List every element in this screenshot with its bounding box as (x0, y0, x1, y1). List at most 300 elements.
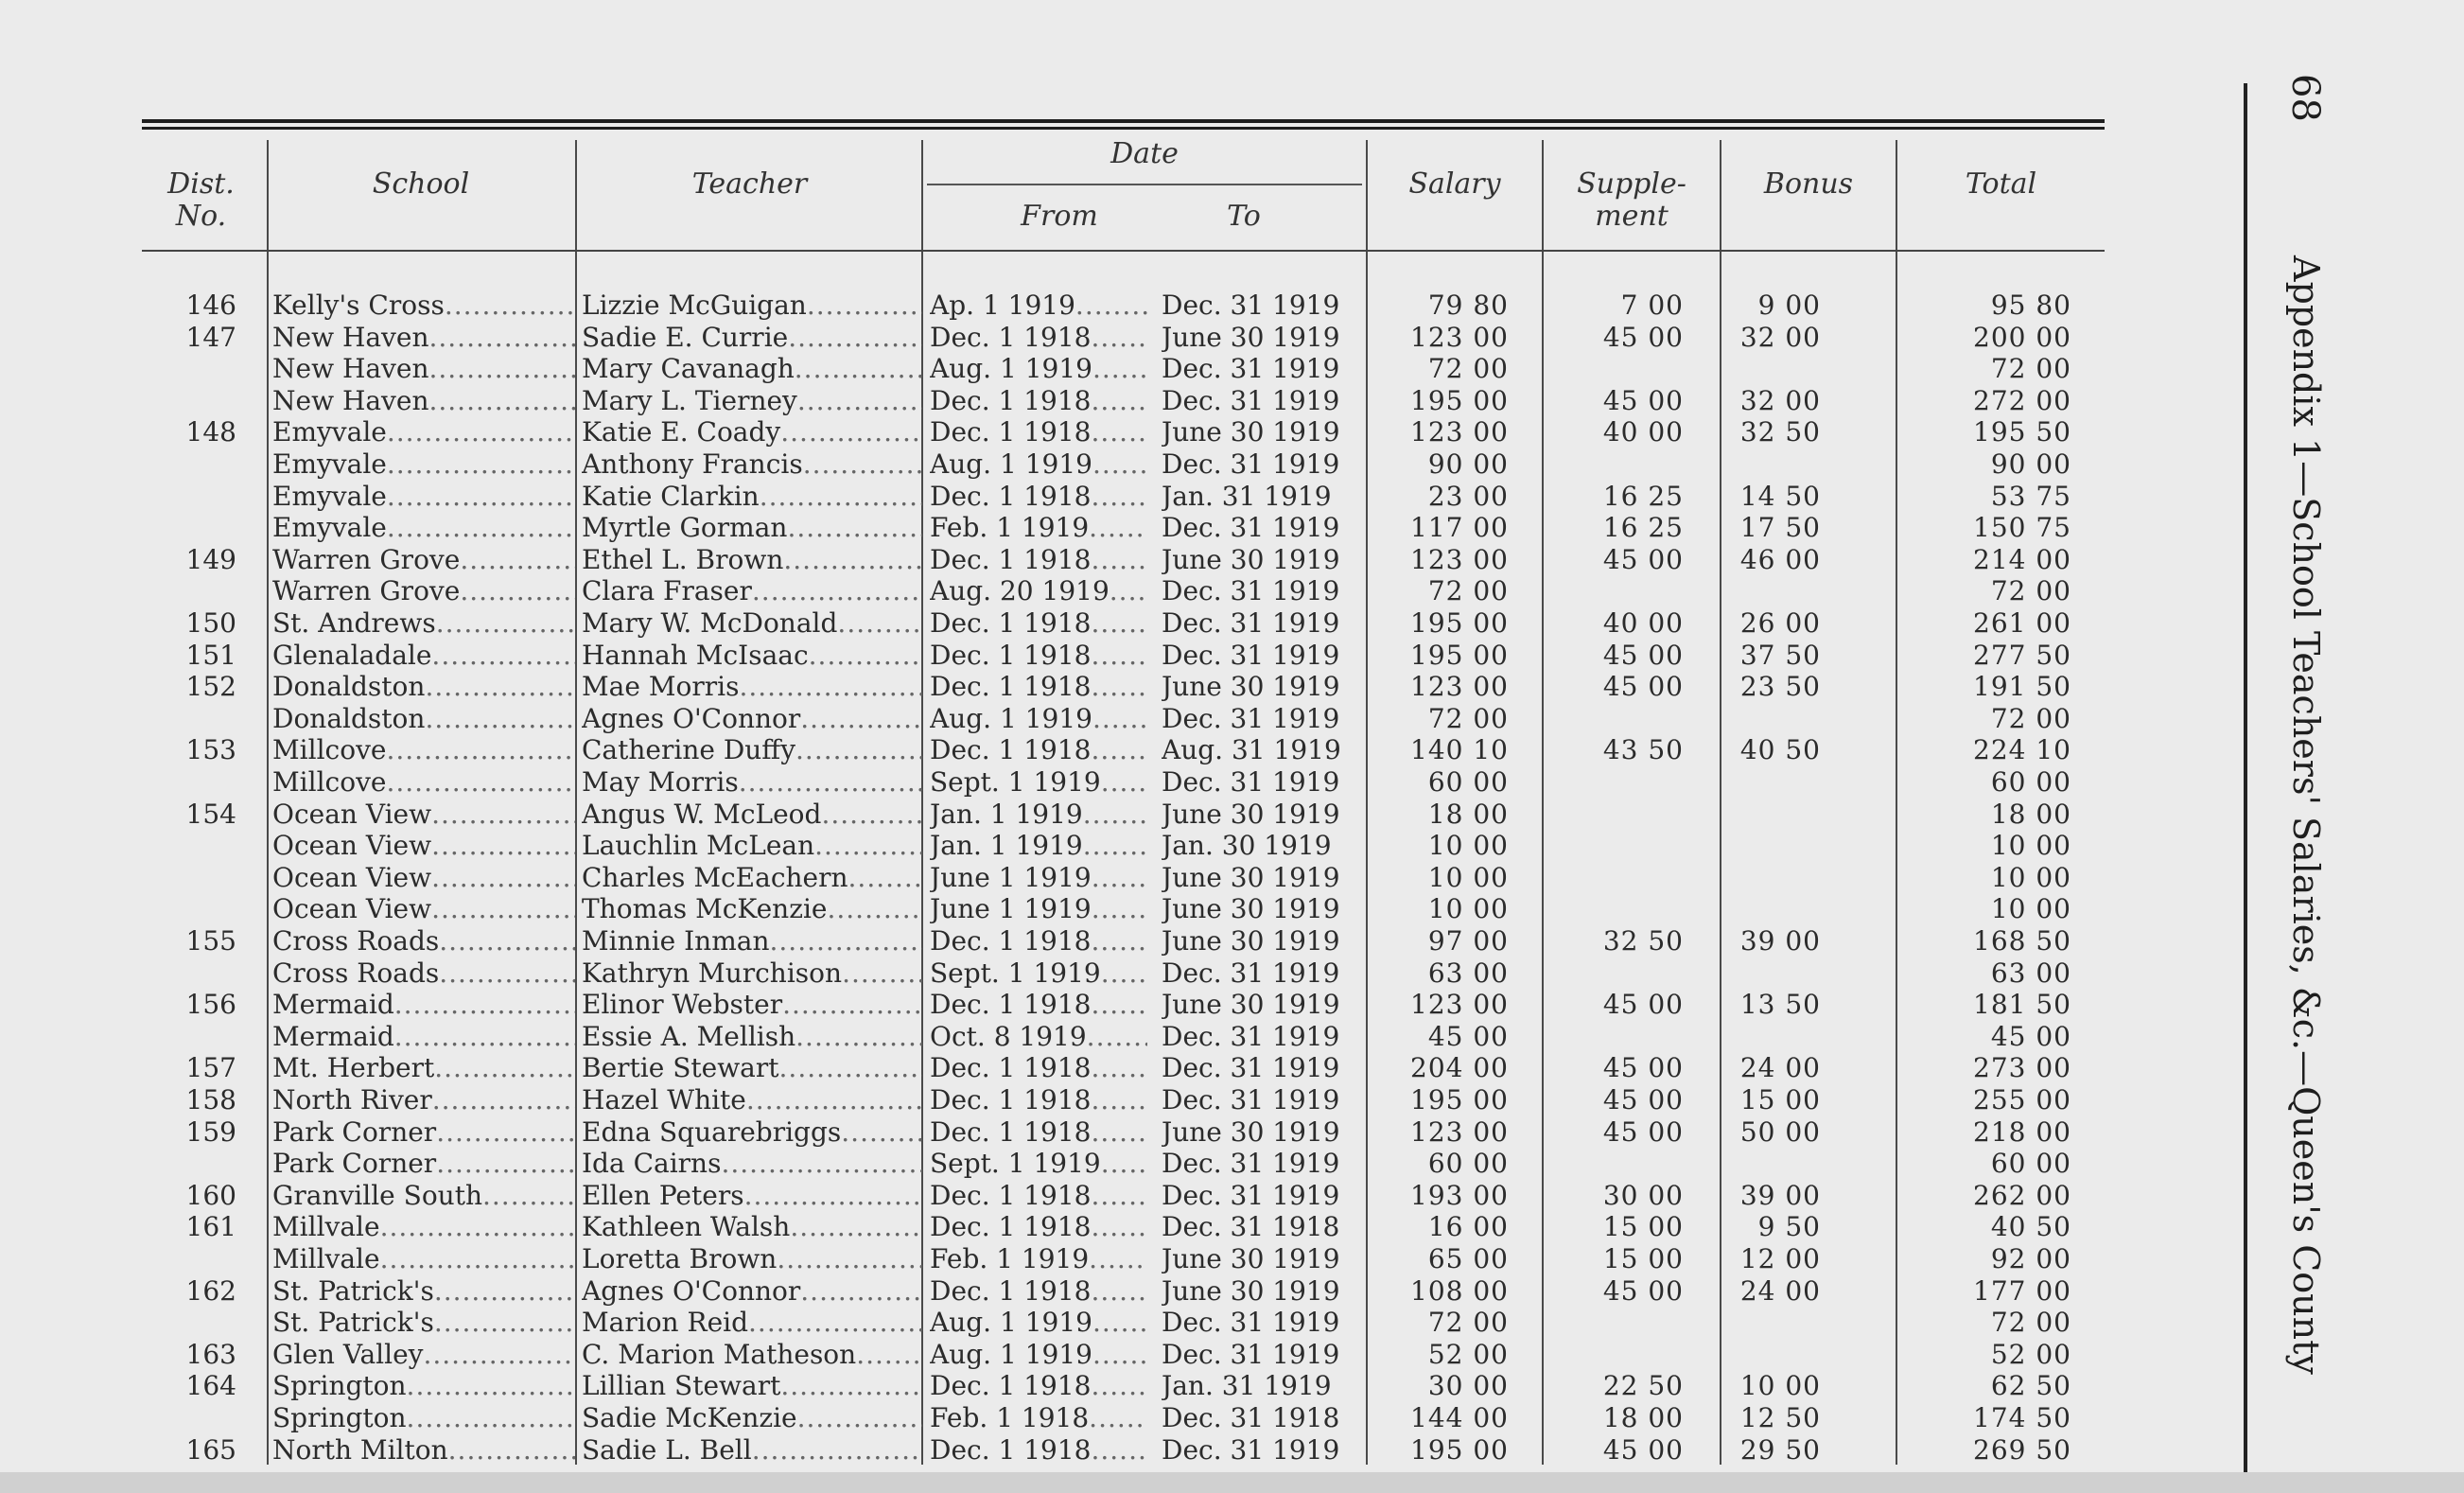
cell-from (930, 1370, 1147, 1401)
salary-text: 52 00 (1427, 1338, 1509, 1370)
dist-text: 164 (185, 1370, 236, 1402)
cell-total (1939, 766, 2071, 798)
school-text: Kelly's Cross (272, 290, 445, 321)
table-row (0, 862, 2176, 894)
cell-school (272, 734, 575, 765)
to-text: Dec. 31 1919 (1162, 1084, 1340, 1115)
to-text: Jan. 31 1919 (1162, 1370, 1332, 1402)
cell-salary (1381, 385, 1509, 416)
total-text: 269 50 (1973, 1433, 2071, 1466)
total-text: 10 00 (1990, 893, 2071, 925)
cell-total (1939, 989, 2071, 1020)
cell-from (930, 1339, 1147, 1370)
to-text: Dec. 31 1919 (1162, 1052, 1340, 1084)
cell-dist (142, 1052, 236, 1083)
cell-dist (142, 1180, 236, 1211)
from-text: Jan. 1 1919 (930, 798, 1083, 830)
leader-dots (779, 1052, 922, 1083)
cell-salary (1381, 1052, 1509, 1083)
leader-dots (1092, 1307, 1147, 1338)
cell-to (1162, 290, 1370, 321)
cell-teacher (582, 893, 922, 924)
teacher-text: Edna Squarebriggs (582, 1115, 842, 1148)
table-row (0, 799, 2176, 831)
cell-total (1939, 544, 2071, 575)
bonus-text: 32 50 (1739, 416, 1821, 448)
salary-text: 123 00 (1410, 989, 1509, 1021)
to-text: Dec. 31 1919 (1162, 702, 1340, 734)
total-text: 261 00 (1973, 607, 2071, 639)
from-text: June 1 1919 (930, 861, 1092, 893)
cell-from (930, 607, 1147, 639)
cell-teacher (582, 1243, 922, 1274)
cell-school (272, 290, 575, 321)
total-text: 195 50 (1973, 416, 2071, 448)
supplement-text: 45 00 (1602, 1274, 1684, 1307)
leader-dots (848, 862, 922, 893)
salary-text: 117 00 (1410, 512, 1509, 544)
bonus-text: 17 50 (1739, 512, 1821, 544)
from-text: Dec. 1 1918 (930, 480, 1092, 512)
leader-dots (436, 1148, 575, 1179)
bonus-text: 32 00 (1739, 384, 1821, 416)
cell-total (1939, 322, 2071, 353)
cell-to (1162, 766, 1370, 798)
cell-total (1939, 290, 2071, 321)
cell-to (1162, 1339, 1370, 1370)
cell-teacher (582, 1021, 922, 1052)
cell-teacher (582, 416, 922, 448)
cell-dist (142, 544, 236, 575)
cell-dist (142, 1084, 236, 1115)
salary-text: 10 00 (1427, 893, 1509, 925)
total-text: 18 00 (1990, 798, 2071, 830)
leader-dots (428, 385, 575, 416)
total-text: 63 00 (1990, 957, 2071, 989)
cell-total (1939, 925, 2071, 957)
table-row (0, 1084, 2176, 1116)
teacher-text: Lauchlin McLean (582, 830, 815, 862)
leader-dots (1091, 1275, 1147, 1307)
total-text: 255 00 (1973, 1084, 2071, 1115)
school-text: Springton (272, 1402, 407, 1433)
dist-text: 151 (185, 639, 236, 671)
leader-dots (782, 989, 922, 1020)
cell-teacher (582, 1339, 922, 1370)
school-text: Millvale (272, 1243, 380, 1274)
school-text: Millcove (272, 734, 387, 766)
cell-bonus (1721, 1370, 1821, 1401)
cell-dist (142, 1275, 236, 1307)
cell-school (272, 1275, 575, 1307)
cell-to (1162, 353, 1370, 384)
cell-bonus (1721, 671, 1821, 702)
leader-dots (425, 703, 575, 734)
cell-school (272, 607, 575, 639)
leader-dots (1091, 481, 1147, 512)
total-text: 95 80 (1990, 290, 2071, 321)
cell-teacher (582, 1275, 922, 1307)
cell-school (272, 799, 575, 830)
salary-text: 72 00 (1427, 353, 1509, 385)
school-text: Donaldston (272, 702, 426, 734)
cell-dist (142, 989, 236, 1020)
salary-text: 79 80 (1427, 290, 1509, 321)
school-text: St. Andrews (272, 607, 436, 639)
to-text: June 30 1919 (1162, 1115, 1340, 1148)
supplement-text: 30 00 (1602, 1179, 1684, 1211)
teacher-text: Elinor Webster (582, 989, 783, 1021)
cell-salary (1381, 1339, 1509, 1370)
to-text: Dec. 31 1918 (1162, 1402, 1340, 1433)
leader-dots (1091, 1116, 1147, 1148)
leader-dots (803, 448, 922, 480)
teacher-text: C. Marion Matheson (582, 1338, 857, 1370)
salary-text: 16 00 (1427, 1211, 1509, 1243)
from-text: Ap. 1 1919 (930, 290, 1075, 321)
cell-total (1939, 448, 2071, 480)
to-text: June 30 1919 (1162, 861, 1340, 893)
cell-from (930, 1402, 1147, 1433)
table-row (0, 671, 2176, 703)
to-text: June 30 1919 (1162, 543, 1340, 575)
to-text: Dec. 31 1919 (1162, 1338, 1340, 1370)
from-text: Dec. 1 1918 (930, 1052, 1092, 1084)
leader-dots (1092, 448, 1147, 480)
from-text: Aug. 1 1919 (930, 1338, 1092, 1370)
cell-to (1162, 1116, 1370, 1148)
to-text: June 30 1919 (1162, 671, 1340, 703)
leader-dots (1091, 1052, 1147, 1083)
cell-supplement (1551, 385, 1684, 416)
cell-supplement (1551, 640, 1684, 671)
school-text: Donaldston (272, 671, 426, 703)
leader-dots (387, 512, 575, 543)
to-text: Dec. 31 1919 (1162, 290, 1340, 321)
cell-to (1162, 1084, 1370, 1115)
cell-school (272, 512, 575, 543)
salary-text: 195 00 (1410, 639, 1509, 671)
leader-dots (386, 766, 575, 798)
cell-salary (1381, 1402, 1509, 1433)
cell-supplement (1551, 1243, 1684, 1274)
cell-dist (142, 322, 236, 353)
cell-dist (142, 1116, 236, 1148)
cell-school (272, 862, 575, 893)
cell-school (272, 1084, 575, 1115)
cell-bonus (1721, 925, 1821, 957)
school-text: New Haven (272, 353, 429, 385)
to-text: June 30 1919 (1162, 1274, 1340, 1307)
cell-school (272, 385, 575, 416)
cell-teacher (582, 671, 922, 702)
to-text: Dec. 31 1919 (1162, 353, 1340, 385)
school-text: Mermaid (272, 1020, 394, 1052)
cell-school (272, 925, 575, 957)
table-row (0, 1434, 2176, 1467)
to-text: Dec. 31 1919 (1162, 1020, 1340, 1052)
teacher-text: Mary W. McDonald (582, 607, 838, 639)
leader-dots (434, 1052, 575, 1083)
dist-text: 158 (185, 1084, 236, 1115)
cell-to (1162, 1180, 1370, 1211)
bonus-text: 26 00 (1739, 607, 1821, 639)
leader-dots (394, 989, 575, 1020)
leader-dots (431, 862, 575, 893)
school-text: Park Corner (272, 1115, 437, 1148)
cell-teacher (582, 1402, 922, 1433)
leader-dots (1091, 607, 1147, 639)
cell-school (272, 1021, 575, 1052)
table-row (0, 830, 2176, 862)
cell-school (272, 1339, 575, 1370)
to-text: June 30 1919 (1162, 1243, 1340, 1274)
cell-bonus (1721, 544, 1821, 575)
bonus-text: 10 00 (1739, 1370, 1821, 1402)
cell-bonus (1721, 1402, 1821, 1433)
cell-teacher (582, 1434, 922, 1466)
cell-from (930, 640, 1147, 671)
bonus-text: 9 50 (1757, 1211, 1821, 1243)
leader-dots (807, 290, 922, 321)
leader-dots (394, 1021, 575, 1052)
to-text: Dec. 31 1919 (1162, 384, 1340, 416)
leader-dots (431, 799, 575, 830)
cell-teacher (582, 1148, 922, 1179)
bonus-text: 46 00 (1739, 543, 1821, 575)
cell-to (1162, 448, 1370, 480)
cell-salary (1381, 1180, 1509, 1211)
supplement-text: 7 00 (1620, 290, 1684, 321)
total-text: 45 00 (1990, 1020, 2071, 1052)
cell-dist (142, 416, 236, 448)
from-text: Aug. 1 1919 (930, 448, 1092, 480)
leader-dots (436, 607, 575, 639)
teacher-text: Agnes O'Connor (582, 1274, 801, 1307)
dist-text: 148 (185, 416, 236, 448)
cell-teacher (582, 1180, 922, 1211)
school-text: North River (272, 1084, 432, 1115)
cell-to (1162, 544, 1370, 575)
total-text: 72 00 (1990, 1307, 2071, 1339)
from-text: Sept. 1 1919 (930, 1148, 1101, 1180)
from-text: Dec. 1 1918 (930, 384, 1092, 416)
table-row (0, 353, 2176, 385)
cell-school (272, 893, 575, 924)
cell-school (272, 1370, 575, 1401)
cell-to (1162, 1275, 1370, 1307)
table-row (0, 893, 2176, 925)
leader-dots (1089, 1402, 1147, 1433)
cell-salary (1381, 703, 1509, 734)
cell-from (930, 481, 1147, 512)
cell-from (930, 1307, 1147, 1338)
cell-salary (1381, 448, 1509, 480)
cell-total (1939, 1370, 2071, 1401)
leader-dots (1091, 925, 1147, 957)
school-text: Warren Grove (272, 575, 461, 607)
from-text: Dec. 1 1918 (930, 989, 1092, 1021)
total-text: 218 00 (1973, 1115, 2071, 1148)
salary-text: 90 00 (1427, 448, 1509, 480)
leader-dots (482, 1180, 575, 1211)
cell-to (1162, 734, 1370, 765)
cell-to (1162, 1052, 1370, 1083)
supplement-text: 18 00 (1602, 1402, 1684, 1433)
date-header-rule (927, 184, 1362, 185)
cell-supplement (1551, 1052, 1684, 1083)
cell-bonus (1721, 385, 1821, 416)
supplement-text: 45 00 (1602, 321, 1684, 353)
bonus-text: 9 00 (1757, 290, 1821, 321)
school-text: Mermaid (272, 989, 394, 1021)
from-text: Dec. 1 1918 (930, 1370, 1092, 1402)
cell-supplement (1551, 1211, 1684, 1242)
header-bonus: Bonus (1763, 167, 1854, 201)
leader-dots (445, 290, 575, 321)
teacher-text: Mae Morris (582, 671, 740, 703)
supplement-text: 15 00 (1602, 1211, 1684, 1243)
cell-supplement (1551, 989, 1684, 1020)
cell-salary (1381, 989, 1509, 1020)
header-rule (142, 250, 2105, 252)
to-text: Dec. 31 1919 (1162, 512, 1340, 544)
cell-school (272, 640, 575, 671)
salary-text: 195 00 (1410, 607, 1509, 639)
leader-dots (809, 640, 922, 671)
to-text: Dec. 31 1919 (1162, 957, 1340, 989)
supplement-text: 16 25 (1602, 480, 1684, 512)
leader-dots (407, 1370, 575, 1401)
header-total: Total (1965, 167, 2037, 201)
cell-total (1939, 1243, 2071, 1274)
leader-dots (797, 385, 922, 416)
salary-text: 23 00 (1427, 480, 1509, 512)
dist-text: 154 (185, 798, 236, 830)
teacher-text: Loretta Brown (582, 1243, 778, 1274)
teacher-text: Charles McEachern (582, 861, 848, 893)
table-row (0, 1402, 2176, 1434)
table-row (0, 1021, 2176, 1053)
cell-to (1162, 640, 1370, 671)
leader-dots (407, 1402, 575, 1433)
cell-from (930, 1084, 1147, 1115)
cell-supplement (1551, 925, 1684, 957)
from-text: Dec. 1 1918 (930, 1433, 1092, 1466)
cell-to (1162, 1148, 1370, 1179)
leader-dots (380, 1243, 575, 1274)
total-text: 181 50 (1973, 989, 2071, 1021)
leader-dots (1083, 799, 1147, 830)
cell-to (1162, 1402, 1370, 1433)
cell-teacher (582, 353, 922, 384)
leader-dots (721, 1148, 922, 1179)
school-text: Park Corner (272, 1148, 437, 1180)
to-text: Dec. 31 1918 (1162, 1211, 1340, 1243)
cell-from (930, 671, 1147, 702)
cell-from (930, 1243, 1147, 1274)
teacher-text: Mary L. Tierney (582, 384, 797, 416)
leader-dots (1110, 575, 1147, 606)
total-text: 72 00 (1990, 353, 2071, 385)
leader-dots (431, 830, 575, 861)
cell-teacher (582, 925, 922, 957)
cell-salary (1381, 416, 1509, 448)
cell-teacher (582, 640, 922, 671)
cell-from (930, 1180, 1147, 1211)
teacher-text: Sadie E. Currie (582, 321, 789, 353)
table-row (0, 448, 2176, 481)
top-rule-thick (142, 119, 2105, 123)
table-row (0, 703, 2176, 735)
leader-dots (780, 1370, 922, 1401)
school-text: Emyvale (272, 416, 387, 448)
teacher-text: Bertie Stewart (582, 1052, 779, 1084)
cell-total (1939, 671, 2071, 702)
total-text: 150 75 (1973, 512, 2071, 544)
total-text: 40 50 (1990, 1211, 2071, 1243)
from-text: Feb. 1 1919 (930, 512, 1090, 544)
teacher-text: Essie A. Mellish (582, 1020, 796, 1052)
from-text: Dec. 1 1918 (930, 321, 1092, 353)
cell-salary (1381, 512, 1509, 543)
leader-dots (856, 1339, 922, 1370)
leader-dots (431, 893, 575, 924)
leader-dots (795, 734, 922, 765)
cell-supplement (1551, 290, 1684, 321)
cell-from (930, 1021, 1147, 1052)
dist-text: 163 (185, 1338, 236, 1370)
table-row (0, 512, 2176, 544)
cell-teacher (582, 607, 922, 639)
cell-teacher (582, 385, 922, 416)
leader-dots (1091, 1434, 1147, 1466)
cell-total (1939, 1180, 2071, 1211)
salary-text: 195 00 (1410, 1084, 1509, 1115)
cell-teacher (582, 448, 922, 480)
leader-dots (748, 1307, 922, 1338)
cell-salary (1381, 575, 1509, 606)
leader-dots (1091, 989, 1147, 1020)
total-text: 10 00 (1990, 861, 2071, 893)
to-text: Dec. 31 1919 (1162, 1307, 1340, 1339)
cell-school (272, 671, 575, 702)
leader-dots (448, 1434, 575, 1466)
cell-total (1939, 799, 2071, 830)
salary-text: 193 00 (1410, 1179, 1509, 1211)
cell-supplement (1551, 322, 1684, 353)
cell-total (1939, 1275, 2071, 1307)
cell-school (272, 1116, 575, 1148)
supplement-text: 45 00 (1602, 671, 1684, 703)
salary-text: 140 10 (1410, 734, 1509, 766)
cell-school (272, 830, 575, 861)
total-text: 273 00 (1973, 1052, 2071, 1084)
school-text: St. Patrick's (272, 1307, 434, 1339)
cell-from (930, 893, 1147, 924)
cell-total (1939, 640, 2071, 671)
table-row (0, 1211, 2176, 1243)
supplement-text: 40 00 (1602, 607, 1684, 639)
total-text: 214 00 (1973, 543, 2071, 575)
cell-from (930, 1052, 1147, 1083)
cell-bonus (1721, 322, 1821, 353)
cell-from (930, 448, 1147, 480)
school-text: Emyvale (272, 480, 387, 512)
cell-total (1939, 1052, 2071, 1083)
leader-dots (1091, 1370, 1147, 1401)
teacher-text: Katie E. Coady (582, 416, 781, 448)
